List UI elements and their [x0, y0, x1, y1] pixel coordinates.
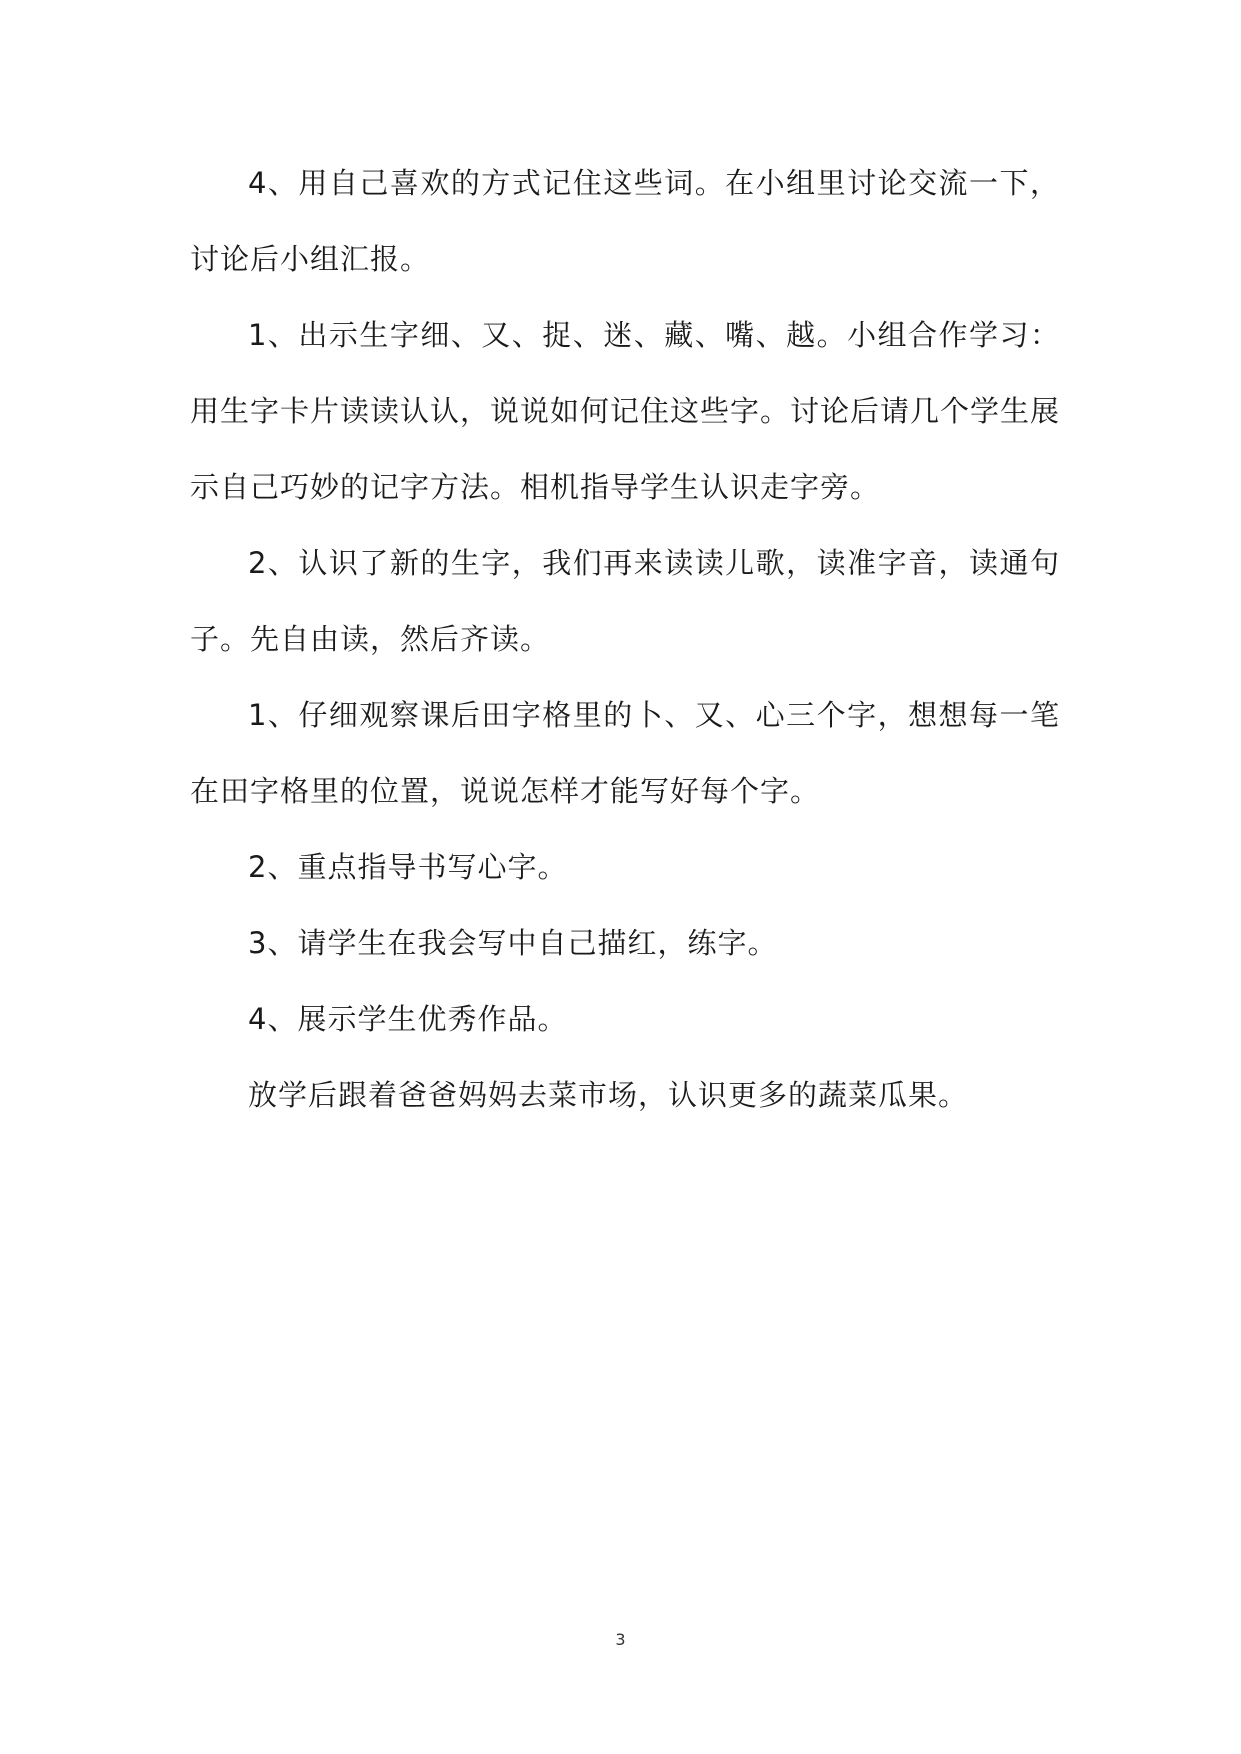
paragraph: 3、请学生在我会写中自己描红，练字。 — [248, 926, 778, 960]
paragraph: 4、展示学生优秀作品。 — [248, 1002, 568, 1036]
paragraph: 放学后跟着爸爸妈妈去菜市场，认识更多的蔬菜瓜果。 — [248, 1078, 969, 1112]
paragraph: 1、仔细观察课后田字格里的卜、又、心三个字，想想每一笔在田字格里的位置，说说怎样才能写好每个字。 — [190, 698, 1060, 808]
paragraph: 4、用自己喜欢的方式记住这些词。在小组里讨论交流一下，讨论后小组汇报。 — [190, 166, 1060, 276]
paragraph: 1、出示生字细、又、捉、迷、藏、嘴、越。小组合作学习：用生字卡片读读认认，说说如何记住这些字。讨论后请几个学生展示自己巧妙的记字方法。相机指导学生认识走字旁。 — [190, 318, 1061, 504]
paragraph: 2、重点指导书写心字。 — [248, 850, 568, 884]
paragraph: 2、认识了新的生字，我们再来读读儿歌，读准字音，读通句子。先自由读，然后齐读。 — [190, 546, 1060, 656]
document-body — [190, 145, 1060, 1133]
page-number: 3 — [615, 1630, 626, 1649]
